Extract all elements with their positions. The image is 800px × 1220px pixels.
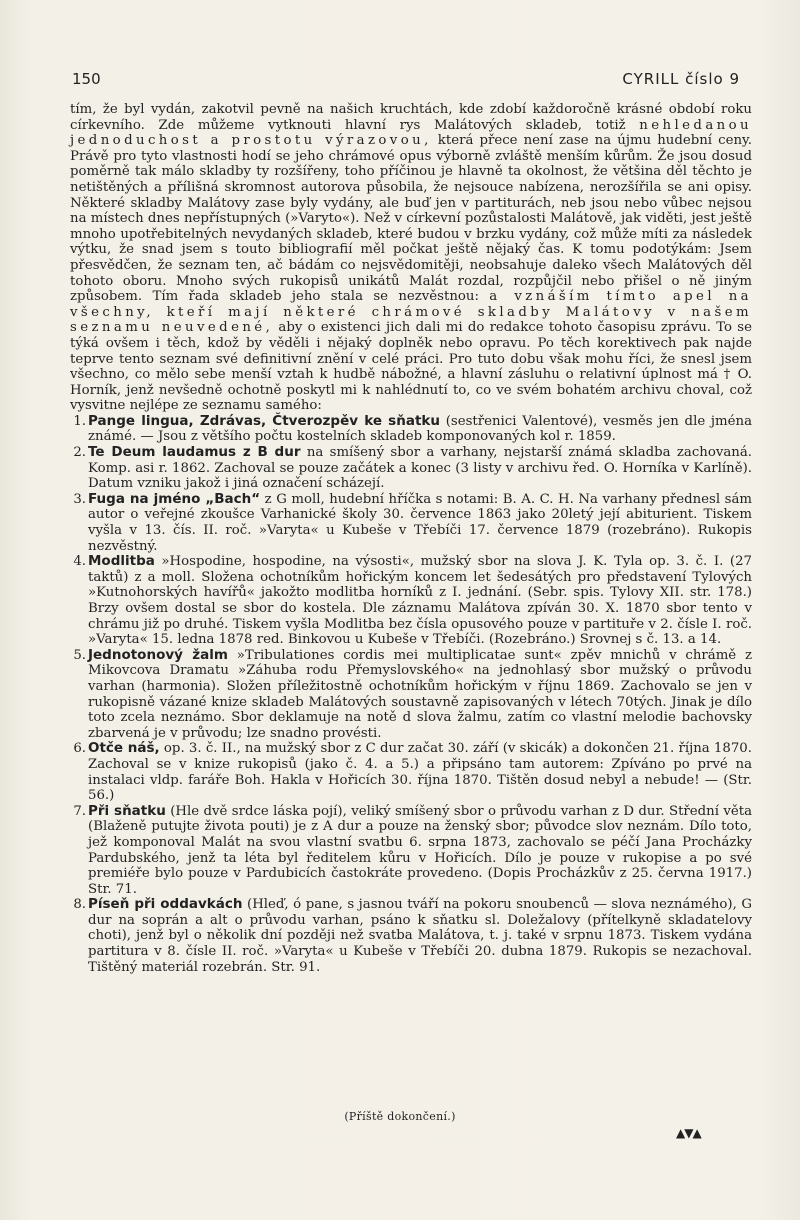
running-head: CYRILL číslo 9 xyxy=(622,70,740,88)
entry-title: Fuga na jméno „Bach“ xyxy=(88,490,261,507)
list-item xyxy=(70,804,752,898)
entry-text: z G moll, hudební hříčka s notami: B. A. C. H. Na varhany přednesl sám autor o veřejné zkoušce Varhanické školy 30. července 1863 jako 20letý její abiturient. Tiskem vyšla v 13. čís. II. roč. »Varyta« u Kubeše v Třebíči 17. července 1879 (rozebráno). Rukopis nezvěstný. xyxy=(88,491,752,554)
entry-title: Jednotonový žalm xyxy=(88,646,228,663)
intro-text-1: tím, že byl vydán, zakotvil pevně na našich kruchtách, kde zdobí každoročně krásné období roku církevního. Zde můžeme vytknouti hlavní rys Malátových skladeb, totiž xyxy=(70,102,752,133)
entry-number: 1. xyxy=(73,413,86,429)
intro-text-2: která přece není zase na újmu hudební ceny. Právě pro tyto vlastnosti hodí se jeho chrámové opus výborně zvláště menším kůrům. Že jsou dosud poměrně tak málo skladby ty rozšířeny, toho příčinou je hlavně ta okolnost, že většina děl těchto je netištěných a přílišná skromnost autorova působila, že nejsouce nabízena, nerozšířila se ani opisy. Některé skladby Malátovy zase byly vydány, ale buď jen v partiturách, neb jsou nebo vůbec nejsou na místech dnes nepřístupných (»Varyto«). Než v církevní pozůstalosti Malátově, jak viděti, jest ještě mnoho upotřebitelných nevydaných skladeb, které budou v brzku vydány, což může míti za následek výtku, že snad jsem s touto bibliografií měl počkat ještě nějaký čas. K tomu podotýkám: Jsem přesvědčen, že seznam ten, ač bádám co nejsvědomitěji, neobsahuje daleko všech Malátových děl tohoto oboru. Mnoho svých rukopisů unikátů Malát rozdal, rozpůjčil nebo přišel o ně jiným způsobem. Tím řada skladeb jeho stala se nezvěstnou: xyxy=(70,133,752,305)
emphasis-spaced-2: a vznáším tímto apel na všechny, kteří mají některé chrámové skladby Malátovy v našem seznamu neuvedené, xyxy=(70,289,752,336)
entry-title: Při sňatku xyxy=(88,802,166,819)
list-item xyxy=(70,554,752,648)
end-ornament-icon: ▲▼▲ xyxy=(676,1126,701,1140)
list-item xyxy=(70,741,752,803)
entry-title: Otče náš, xyxy=(88,740,160,757)
list-item xyxy=(70,445,752,492)
article-body xyxy=(70,102,752,975)
list-item xyxy=(70,897,752,975)
page-header xyxy=(72,70,740,92)
entry-title: Modlitba xyxy=(88,553,155,570)
entry-number: 6. xyxy=(73,741,86,757)
continued-note: (Příště dokončení.) xyxy=(344,1110,456,1123)
entry-text: na smíšený sbor a varhany, nejstarší známá skladba zachovaná. Komp. asi r. 1862. Zachoval se pouze začátek a konec (3 listy v archivu řed. O. Horníka v Karlíně). Datum vzniku jakož i jiná označení scházejí. xyxy=(88,445,753,492)
entry-number: 7. xyxy=(73,803,86,819)
entry-number: 2. xyxy=(73,445,86,461)
entry-text: op. 3. č. II., na mužský sbor z C dur začat 30. září (v skicák) a dokončen 21. října 1870. Zachoval se v knize rukopisů (jako č. 4. a 5.) a připsáno tam autorem: Zpíváno po prvé na instalaci vldp. faráře Boh. Hakla v Hořicích 30. října 1870. Tištěn dosud nebyl a nebude! — (Str. 56.) xyxy=(88,741,752,804)
intro-paragraph xyxy=(70,102,752,414)
entry-number: 3. xyxy=(73,491,86,507)
emphasis-spaced-1: nehledanou jednoduchost a prostotu výrazovou, xyxy=(70,117,752,149)
entry-number: 8. xyxy=(73,897,86,913)
entry-number: 5. xyxy=(73,647,86,663)
list-item xyxy=(70,414,752,445)
list-item xyxy=(70,492,752,554)
page-number: 150 xyxy=(72,70,101,88)
list-item xyxy=(70,648,752,742)
intro-text-3: aby o existenci jich dali mi do redakce tohoto časopisu zprávu. To se týká ovšem i těch, kdož by věděli i nějaký doplněk nebo opravu. Po těch korektivech pak najde teprve tento seznam své definitivní znění v celé práci. Pro tuto dobu však mohu říci, že snesl jsem všechno, co mělo sebe menší vztah k hudbě nábožné, a hlavní zásluhu o relativní úplnost má † O. Horník, jenž nevšedně ochotně poskytl mi k nahlédnutí to, co ve svém bohatém archivu choval, což vysvitne nejlépe ze seznamu samého: xyxy=(70,320,752,414)
entry-text: (Hleď, ó pane, s jasnou tváří na pokoru snoubenců — slova neznámého), G dur na soprán a alt o průvodu varhan, psáno k sňatku sl. Doležalovy (přítelkyně skladatelovy choti), jenž byl o několik dní později než svatba Malátova, t. j. také v srpnu 1873. Tiskem vydána partitura v 8. čísle II. roč. »Varyta« u Kubeše v Třebíči 20. dubna 1879. Rukopis se nezachoval. Tištěný materiál rozebrán. Str. 91. xyxy=(88,897,752,975)
entry-title: Te Deum laudamus z B dur xyxy=(88,444,301,461)
entry-text: (sestřenici Valentové), vesměs jen dle jména známé. — Jsou z většího počtu kostelních skladeb komponovaných kol r. 1859. xyxy=(88,413,752,445)
entry-title: Píseň při oddavkách xyxy=(88,896,243,913)
entry-text: »Tribulationes cordis mei multiplicatae sunt« zpěv mnichů v chrámě z Mikovcova Dramatu »Záhuba rodu Přemyslovského« na jednohlasý sbor mužský o průvodu varhan (harmonia). Složen příležitostně ochotníkům hořickým v říjnu 1869. Zachovalo se jen v rukopisně vázané knize skladeb Malátových soustavně zapisovaných v létech 70tých. Jinak je dílo toto zcela neznámo. Sbor deklamuje na notě d slova žalmu, zatím co vlastní melodie bachovsky zbarvená je v průvodu; lze snadno provésti. xyxy=(88,647,752,741)
entry-text: (Hle dvě srdce láska pojí), veliký smíšený sbor o průvodu varhan z D dur. Střední věta (Blaženě putujte života pouti) je z A dur a pouze na ženský sbor; původce slov neznám. Dílo toto, jež komponoval Malát na svou vlastní svatbu 6. srpna 1873, zachovalo se péčí Jana Procházky Pardubského, jenž ta léta byl ředitelem kůru v Hořicích. Dílo je pouze v rukopise a po své premiéře bylo pouze v Pardubicích častokráte provedeno. (Dopis Procházkův z 25. června 1917.) Str. 71. xyxy=(88,803,752,897)
entry-text: »Hospodine, hospodine, na výsosti«, mužský sbor na slova J. K. Tyla op. 3. č. I. (27 taktů) z a moll. Složena ochotníkům hořickým koncem let šedesátých pro představení Tylových »Kutnohorských havířů« jakožto modlitba horníků z I. jednání. (Sebr. spis. Tylovy XII. str. 178.) Brzy ovšem dostal se sbor do kostela. Dle záznamu Malátova zpíván 30. X. 1870 sbor tento v chrámu již po druhé. Tiskem vyšla Modlitba bez čísla opusového pouze v partituře v 2. čísle I. roč. »Varyta« 15. ledna 1878 red. Binkovou u Kubeše v Třebíči. (Rozebráno.) Srovnej s č. 13. a 14. xyxy=(88,554,752,648)
entry-title: Pange lingua, Zdrávas, Čtverozpěv ke sňatku xyxy=(88,412,440,429)
entry-number: 4. xyxy=(73,554,86,570)
